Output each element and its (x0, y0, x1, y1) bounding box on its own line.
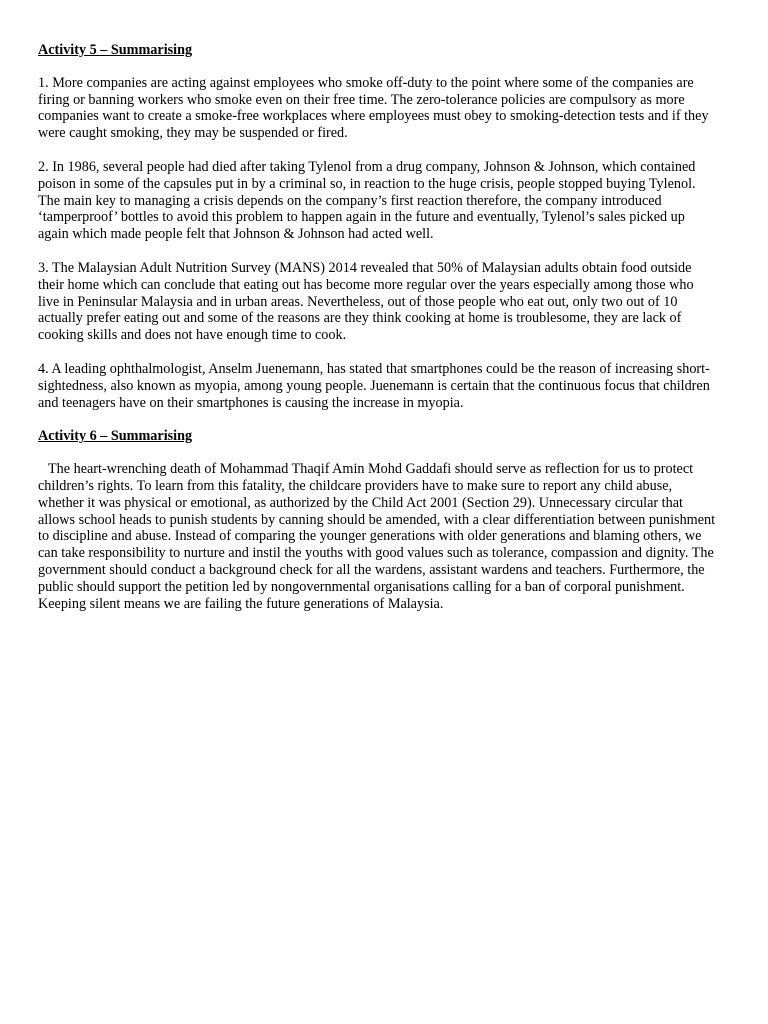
activity-5-paragraph-1: 1. More companies are acting against employees who smoke off-duty to the point where some of the companies are firing or banning workers who smoke even on their free time. The zero-tolerance policies are compulsory as more companies want to create a smoke-free workplaces where employees must obey to smoking-detection tests and if they were caught smoking, they may be suspended or fired. (38, 74, 709, 142)
activity-5-heading: Activity 5 – Summarising (38, 42, 193, 58)
activity-6-paragraph: The heart-wrenching death of Mohammad Thaqif Amin Mohd Gaddafi should serve as reflection for us to protect children’s rights. To learn from this fatality, the childcare providers have to make sure to report any child abuse, whether it was physical or emotional, as authorized by the Child Act 2001 (Section 29). Unnecessary circular that allows school heads to punish students by canning should be amended, with a clear differentiation between punishment to discipline and abuse. Instead of comparing the younger generations with older generations and blaming others, we can take responsibility to nurture and instil the youths with good values such as tolerance, compassion and dignity. The government should conduct a background check for all the wardens, assistant wardens and teachers. Furthermore, the public should support the petition led by nongovernmental organisations calling for a ban of corporal punishment. Keeping silent means we are failing the future generations of Malaysia. (38, 461, 716, 612)
activity-5-paragraph-2: 2. In 1986, several people had died after taking Tylenol from a drug company, Johnson & Johnson, which contained poison in some of the capsules put in by a criminal so, in reaction to the huge crisis, people stopped buying Tylenol. The main key to managing a crisis depends on the company’s first reaction therefore, the company introduced ‘tamperproof’ bottles to avoid this problem to happen again in the future and eventually, Tylenol’s sales picked up again which made people felt that Johnson & Johnson had acted well. (38, 158, 696, 243)
activity-6-heading: Activity 6 – Summarising (38, 428, 193, 445)
activity-5-paragraph-3: 3. The Malaysian Adult Nutrition Survey (MANS) 2014 revealed that 50% of Malaysian adults obtain food outside their home which can conclude that eating out has become more regular over the years especially among those who live in Peninsular Malaysia and in urban areas. Nevertheless, out of those people who eat out, only two out of 10 actually prefer eating out and some of the reasons are they think cooking at home is troublesome, they are lack of cooking skills and does not have enough time to cook. (38, 259, 694, 344)
document-page (38, 42, 718, 629)
activity-5-paragraph-4: 4. A leading ophthalmologist, Anselm Juenemann, has stated that smartphones could be the reason of increasing short-sightedness, also known as myopia, among young people. Juenemann is certain that the continuous focus that children and teenagers have on their smartphones is causing the increase in myopia. (38, 360, 710, 411)
